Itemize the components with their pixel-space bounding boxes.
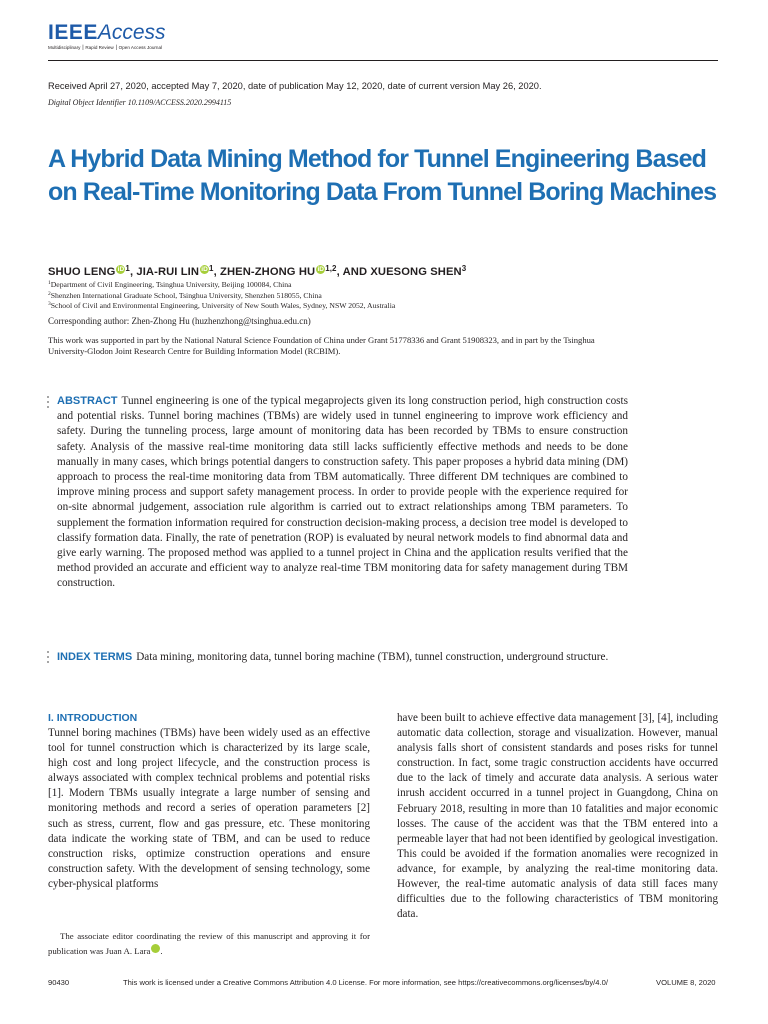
logo-ieee-text: IEEE [48, 21, 98, 44]
affiliation-text: Shenzhen International Graduate School, Tsinghua University, Shenzhen 518055, China [50, 290, 322, 300]
abstract-label: ABSTRACT [57, 395, 118, 407]
affiliation-number: 3 [48, 301, 51, 308]
affiliations [48, 279, 395, 311]
editor-note-text: The associate editor coordinating the review of this manuscript and approving it for publication was Juan A. Lara [48, 931, 370, 956]
intro-paragraph-continued: have been built to achieve effective data management [3], [4], including automatic data collection, storage and visualization. However, manual analysis falls short of consistent standards and poses risks for tunnel construction. In fact, some tragic construction accidents have occurred due to the lack of timely and accurate data analysis. A serious water inrush accident occurred in a tunnel project in Guangdong, China on February 2018, resulting in more than 10 fatalities and major economic losses. The cause of the accident was that the TBM entered into a permeable layer that had not been identified by geological investigation. This could be avoided if the formation anomalies were recognized in advance, for example, by analyzing the real-time monitoring data. However, the real-time automatic analysis of data still faces many difficulties due to the following characteristics of TBM monitoring data. [397, 712, 718, 921]
volume-info: VOLUME 8, 2020 [656, 978, 716, 987]
corresponding-author: Corresponding author: Zhen-Zhong Hu (huzhenzhong@tsinghua.edu.cn) [48, 316, 311, 326]
body-column-left [48, 711, 370, 892]
publication-dates: Received April 27, 2020, accepted May 7, 2020, date of publication May 12, 2020, date of current version May 26, 2020. [48, 81, 542, 91]
abstract-marker-dots [47, 396, 51, 411]
page-number: 90430 [48, 978, 70, 987]
abstract [57, 394, 628, 592]
orcid-icon[interactable]: iD [151, 944, 160, 953]
logo-access-text: Access [97, 21, 166, 44]
editor-note [48, 929, 370, 959]
author-name: SHUO LENG [48, 266, 116, 278]
affiliation-number: 1 [48, 280, 51, 286]
doi: Digital Object Identifier 10.1109/ACCESS.2020.2994115 [48, 98, 232, 107]
affiliation-text: School of Civil and Environmental Engineering, University of New South Wales, Sydney, NSW 2052, Australia [50, 301, 396, 311]
author-name: XUESONG SHEN [370, 266, 462, 278]
journal-logo-wordmark [48, 22, 166, 44]
affiliation-text: Department of Civil Engineering, Tsinghua University, Beijing 100084, China [50, 280, 292, 289]
intro-paragraph: Tunnel boring machines (TBMs) have been widely used as an effective tool for tunnel construction which is characterized by its large scale, high cost and long project lifecycle, and the construction process is always associated with complex technical problems and potential risks [1]. Modern TBMs usually integrate a large number of sensing and monitoring methods and record a series of operation parameters [2] such as stress, current, flow and gas pressure, etc. These monitoring data indicate the working state of TBM, and can be used to reduce construction risks, optimize construction operations and ensure construction safety. With the development of sensing technology, some cyber-physical platforms [48, 727, 370, 890]
index-terms-marker-dots [47, 651, 51, 666]
license-link[interactable]: This work is licensed under a Creative Commons Attribution 4.0 License. For more information, see https://creativecommons.org/licenses/by/4.0/ [123, 978, 608, 987]
editor-note-end: . [160, 946, 163, 956]
section-heading: I. INTRODUCTION [48, 712, 138, 724]
orcid-icon[interactable]: iD [317, 266, 324, 273]
author-affiliation-ref: 1 [125, 264, 130, 273]
body-column-right [397, 711, 718, 922]
index-terms [57, 650, 628, 665]
author-separator: , [213, 266, 221, 278]
index-terms-text: Data mining, monitoring data, tunnel boring machine (TBM), tunnel construction, underground structure. [136, 651, 609, 663]
affiliation-number: 2 [48, 290, 51, 297]
author-affiliation-ref: 3 [461, 264, 467, 273]
affiliation-item [48, 279, 395, 290]
orcid-icon[interactable]: iD [117, 266, 125, 273]
affiliation-item [48, 290, 395, 301]
author-affiliation-ref: 1,2 [325, 264, 337, 273]
journal-logo [48, 22, 166, 51]
index-terms-label: INDEX TERMS [57, 651, 133, 663]
header-rule [48, 60, 718, 61]
author-separator: , AND [336, 266, 371, 278]
author-separator: , [129, 266, 137, 278]
abstract-text: Tunnel engineering is one of the typical megaprojects given its long construction period, high construction costs and potential risks. Tunnel boring machines (TBMs) are widely used in tunnel engineering to improve work efficiency and safety. During the tunneling process, large amount of monitoring data has been recorded by TBMs to ensure construction safety. Analysis of the massive real-time monitoring data still lacks sufficiently effective methods and needs to be done manually in many cases, which brings potential dangers to construction safety. This paper proposes a hybrid data mining (DM) approach to process the real-time monitoring data from TBM automatically. Three different DM techniques are combined to improve mining process and support safety management process. In order to provide people with the experience required for on-site abnormal judgement, association rule algorithm is carried out to extract relationships among TBM parameters. To supplement the formation information required for construction decision-making process, a decision tree model is developed to classify formation data. Finally, the rate of penetration (ROP) is evaluated by neural network models to find abnormal data and give early warning. The proposed method was applied to a tunnel project in China and the application results verified that the method provided an accurate and efficient way to analyze real-time TBM monitoring data for safety management during TBM construction. [57, 395, 628, 590]
funding-statement: This work was supported in part by the National Natural Science Foundation of China under Grant 51778336 and Grant 51908323, and in part by the Tsinghua University-Glodon Joint Research Centre for Building Information Model (RCBIM). [48, 335, 595, 356]
journal-tagline: Multidisciplinary ⎮ Rapid Review ⎮ Open Access Journal [48, 45, 163, 50]
author-name: ZHEN-ZHONG HU [220, 266, 316, 278]
affiliation-item [48, 300, 395, 311]
author-affiliation-ref: 1 [209, 264, 214, 273]
paper-title: A Hybrid Data Mining Method for Tunnel Engineering Based on Real-Time Monitoring Data From Tunnel Boring Machines [48, 145, 717, 206]
author-name: JIA-RUI LIN [136, 266, 200, 278]
orcid-icon[interactable]: iD [201, 266, 208, 273]
author-list [48, 262, 466, 279]
